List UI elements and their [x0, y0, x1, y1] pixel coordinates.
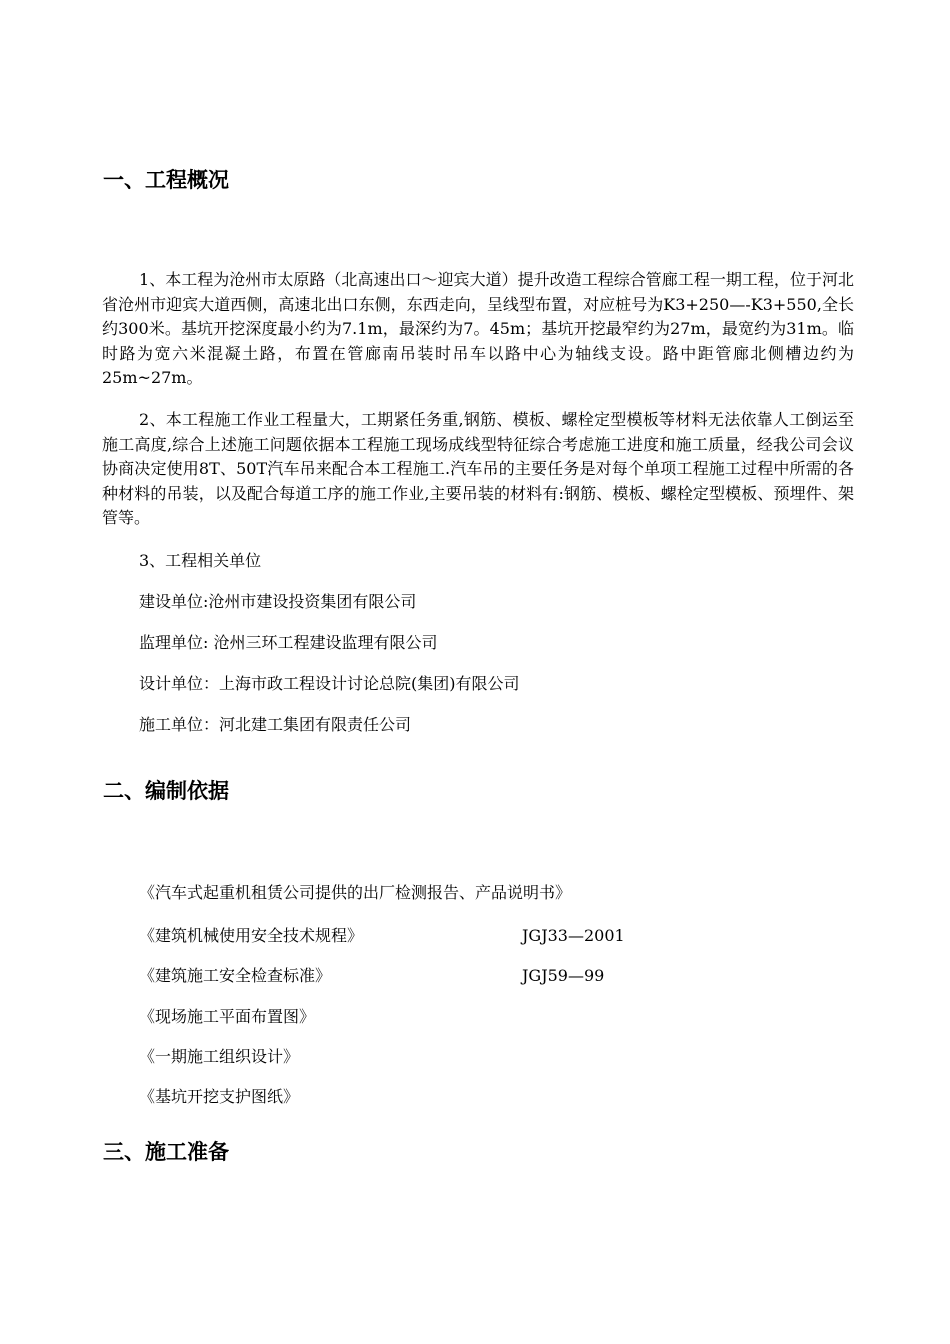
- section-heading-basis: 二、编制依据: [103, 779, 229, 803]
- units-title: 3、工程相关单位: [139, 551, 262, 570]
- basis-item-3: 《建筑施工安全检查标准》: [139, 966, 332, 985]
- overview-paragraph-2: 2、本工程施工作业工程量大，工期紧任务重,钢筋、模板、螺栓定型模板等材料无法依靠人工倒运至施工高度,综合上述施工问题依据本工程施工现场成线型特征综合考虑施工进度和施工质量，经我公司会议协商决定使用8T、50T汽车吊来配合本工程施工.汽车吊的主要任务是对每个单项工程施工过程中所需的各种材料的吊装，以及配合每道工序的施工作业,主要吊装的材料有:钢筋、模板、螺栓定型模板、预埋件、架管等。: [102, 410, 854, 527]
- basis-item-4: 《现场施工平面布置图》: [139, 1007, 316, 1026]
- unit-design: 设计单位：上海市政工程设计讨论总院(集团)有限公司: [139, 674, 520, 693]
- section-heading-preparation: 三、施工准备: [103, 1140, 229, 1164]
- basis-item-2-code: JGJ33—2001: [522, 926, 625, 945]
- unit-supervision: 监理单位: 沧州三环工程建设监理有限公司: [139, 633, 438, 652]
- unit-contractor: 施工单位：河北建工集团有限责任公司: [139, 715, 412, 734]
- basis-item-3-code: JGJ59—99: [522, 966, 605, 985]
- basis-item-6: 《基坑开挖支护图纸》: [139, 1087, 300, 1106]
- overview-paragraph-1: 1、本工程为沧州市太原路（北高速出口～迎宾大道）提升改造工程综合管廊工程一期工程，位于河北省沧州市迎宾大道西侧，高速北出口东侧，东西走向，呈线型布置，对应桩号为K3+250—-K3+550,全长约300米。基坑开挖深度最小约为7.1m，最深约为7。45m；基坑开挖最窄约为27m，最宽约为31m。临时路为宽六米混凝土路，布置在管廊南吊装时吊车以路中心为轴线支设。路中距管廊北侧槽边约为25m~27m。: [102, 270, 854, 387]
- basis-item-5: 《一期施工组织设计》: [139, 1047, 300, 1066]
- section-heading-overview: 一、工程概况: [103, 168, 229, 192]
- basis-item-1: 《汽车式起重机租赁公司提供的出厂检测报告、产品说明书》: [139, 883, 572, 902]
- basis-item-2: 《建筑机械使用安全技术规程》: [139, 926, 364, 945]
- unit-construction: 建设单位:沧州市建设投资集团有限公司: [139, 592, 417, 611]
